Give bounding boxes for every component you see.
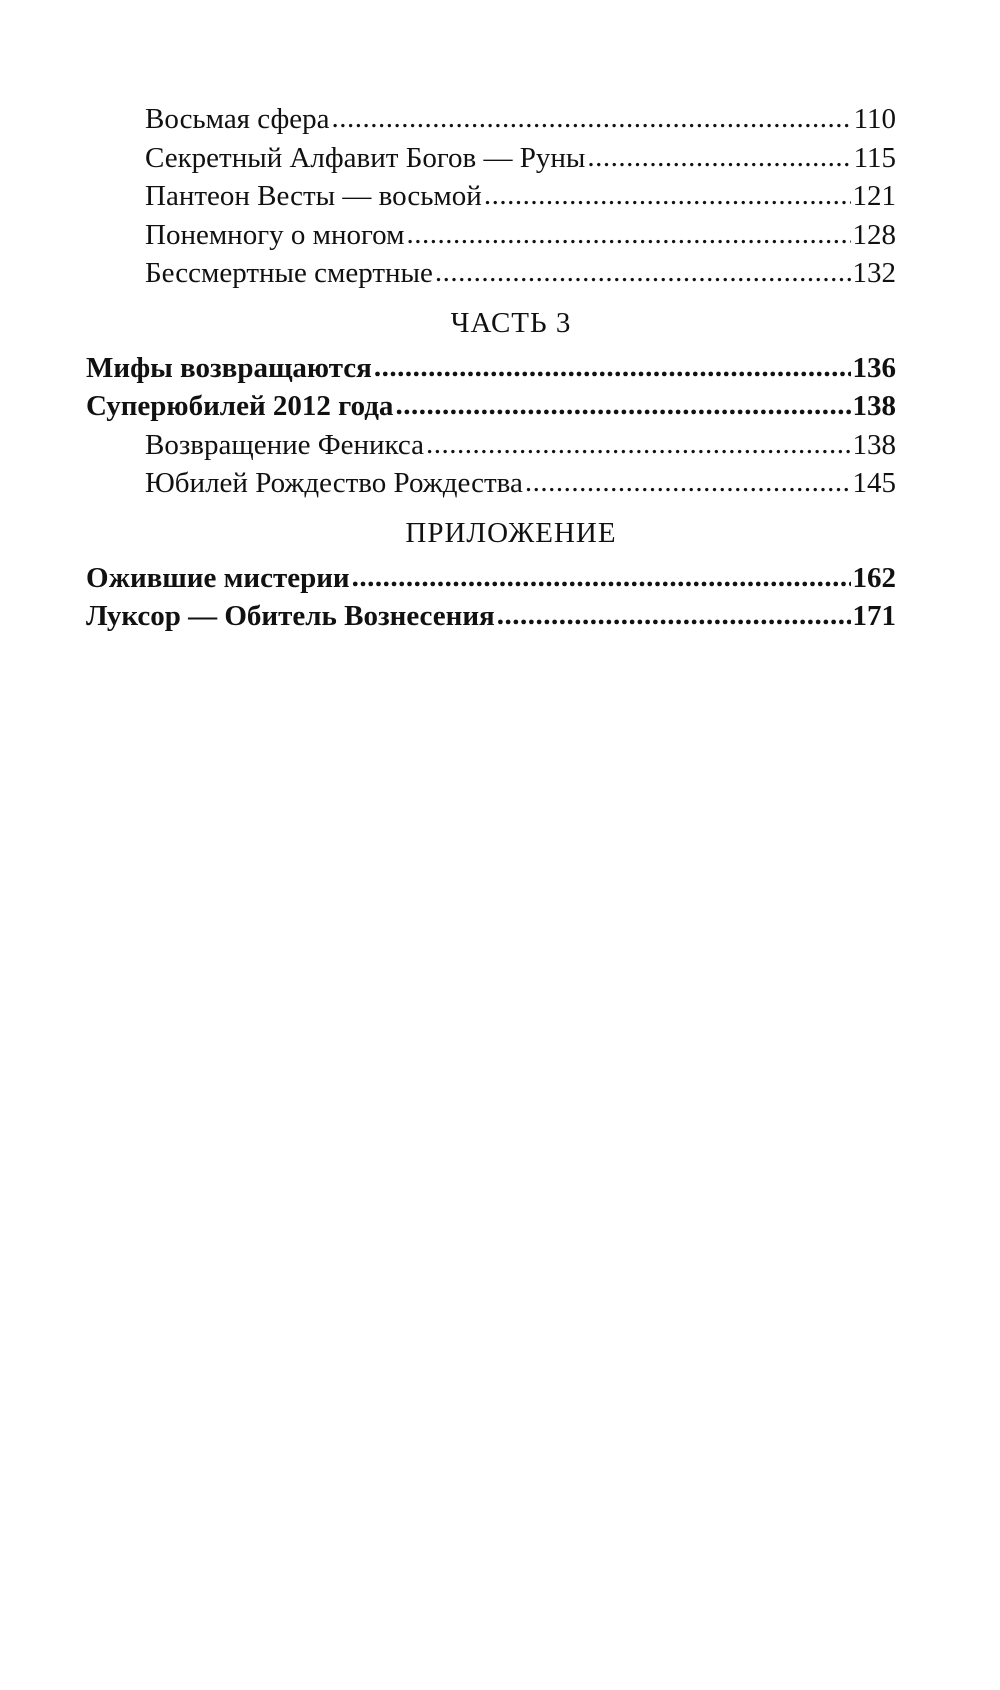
toc-entry [86, 139, 896, 178]
table-of-contents [86, 100, 896, 636]
toc-entry-page: 136 [852, 351, 896, 384]
part-heading: ЧАСТЬ 3 [450, 306, 572, 339]
toc-entry-title: Луксор — Обитель Вознесения [86, 600, 495, 632]
dot-leader [497, 596, 851, 635]
toc-entry-page: 110 [853, 103, 896, 135]
appendix-heading: ПРИЛОЖЕНИЕ [405, 516, 617, 549]
toc-entry-title: Ожившие мистерии [86, 561, 350, 594]
dot-leader [435, 253, 851, 292]
toc-entry-title: Бессмертные смертные [145, 257, 433, 289]
toc-entry-title: Понемногу о многом [145, 218, 405, 251]
toc-entry-major [86, 597, 896, 636]
toc-entry-title: Мифы возвращаются [86, 351, 372, 384]
toc-entry [86, 100, 896, 139]
toc-entry-title: Восьмая сфера [145, 103, 330, 135]
toc-entry-title: Юбилей Рождество Рождества [145, 467, 523, 499]
toc-entry [86, 426, 896, 465]
dot-leader [426, 425, 850, 464]
toc-entry-title: Суперюбилей 2012 года [86, 390, 394, 422]
toc-entry-page: 132 [852, 257, 896, 289]
toc-entry-title: Возвращение Феникса [145, 428, 425, 461]
toc-entry-page: 162 [852, 561, 896, 594]
toc-entry-page: 171 [852, 600, 896, 632]
toc-entry [86, 216, 896, 255]
toc-entry [86, 177, 896, 216]
toc-entry [86, 254, 896, 293]
toc-entry-page: 138 [852, 390, 896, 422]
dot-leader [525, 463, 851, 502]
toc-entry-title: Секретный Алфавит Богов — Руны [145, 141, 586, 174]
toc-entry-page: 128 [852, 218, 896, 251]
toc-entry-major [86, 387, 896, 426]
dot-leader [484, 176, 851, 215]
toc-entry-title: Пантеон Весты — восьмой [145, 180, 482, 212]
dot-leader [406, 215, 850, 254]
dot-leader [395, 386, 850, 425]
dot-leader [332, 99, 852, 138]
toc-entry-major [86, 349, 896, 388]
dot-leader [374, 348, 851, 387]
toc-entry-major [86, 559, 896, 598]
toc-entry [86, 464, 896, 503]
dot-leader [352, 558, 851, 597]
toc-entry-page: 121 [852, 180, 896, 212]
toc-entry-page: 138 [852, 428, 896, 461]
dot-leader [587, 138, 851, 177]
toc-entry-page: 115 [853, 141, 896, 174]
toc-entry-page: 145 [852, 467, 896, 499]
